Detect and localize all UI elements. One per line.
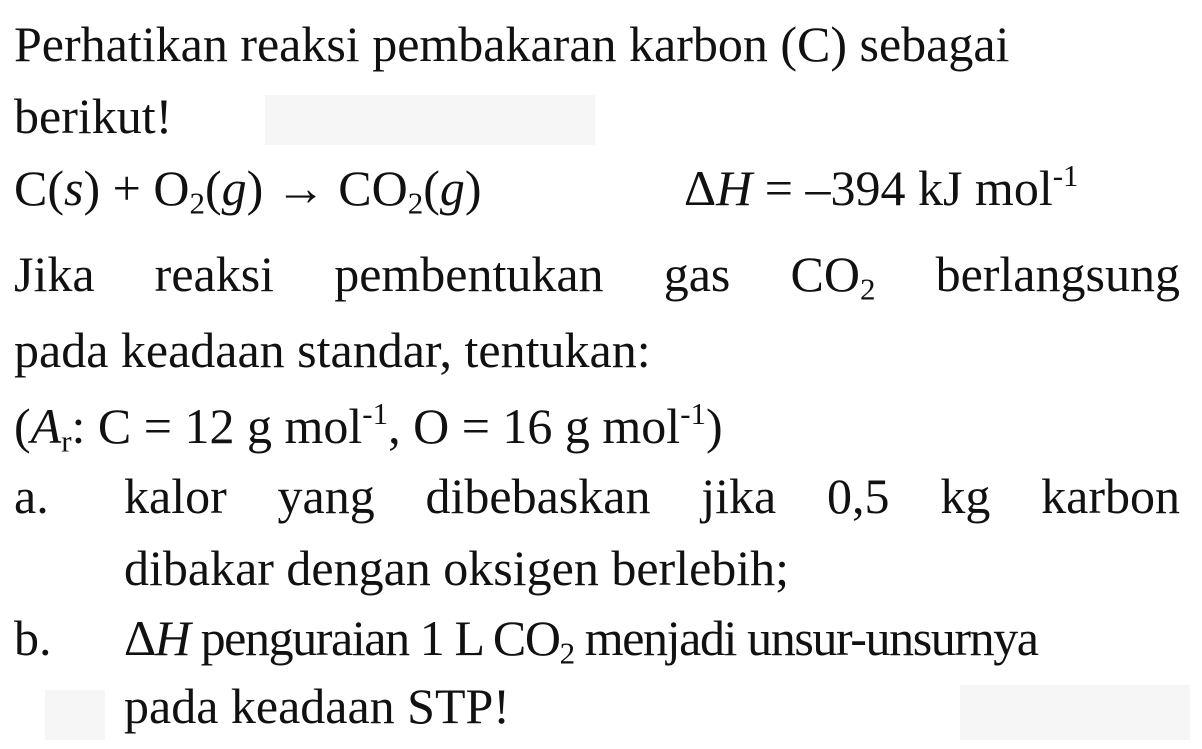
reaction-equation <box>14 158 482 221</box>
reaction-part: ) + O <box>83 160 190 216</box>
oxygen-mass: , O = 16 g mol <box>388 398 681 454</box>
item-a-line-1 <box>124 466 1180 526</box>
subscript: 2 <box>859 271 876 307</box>
atomic-mass-symbol: A <box>30 398 62 454</box>
carbon-mass: : C = 12 g mol <box>71 398 363 454</box>
intro-text-2: berikut! <box>14 88 173 144</box>
word: CO <box>790 246 860 302</box>
item-a-text: dibakar dengan oksigen berlebih; <box>124 540 790 596</box>
item-b-line-1 <box>124 608 1038 671</box>
subscript: 2 <box>559 635 574 671</box>
subscript: 2 <box>189 185 205 221</box>
enthalpy-symbol: H <box>716 160 753 216</box>
word: jika <box>701 468 777 524</box>
item-b-text-2: pada keadaan STP! <box>124 678 510 734</box>
word: kalor <box>124 468 227 524</box>
superscript: -1 <box>1052 157 1079 193</box>
delta-symbol: Δ <box>684 160 717 216</box>
state-symbol: g <box>221 160 247 216</box>
word: kg <box>940 468 991 524</box>
word: berlangsung <box>935 246 1180 302</box>
reaction-part: ( <box>204 160 222 216</box>
superscript: -1 <box>362 395 389 431</box>
item-a-line-2 <box>124 538 789 598</box>
item-b-line-2 <box>124 676 510 736</box>
intro-text-1: Perhatikan reaksi pembakaran karbon (C) sebagai <box>14 16 1010 72</box>
atomic-mass-line <box>14 395 723 459</box>
question-line-2 <box>14 320 651 380</box>
word: yang <box>277 468 375 524</box>
intro-line-2 <box>14 86 172 146</box>
item-b-text: menjadi unsur-unsurnya <box>573 610 1038 666</box>
question-line-1 <box>14 244 1180 307</box>
reaction-part: ) <box>464 160 482 216</box>
scan-smudge <box>265 95 595 145</box>
superscript: -1 <box>680 395 707 431</box>
reaction-part: ( <box>423 160 440 216</box>
subscript: 2 <box>407 185 424 221</box>
co2-formula <box>790 244 876 307</box>
scan-smudge <box>45 690 105 740</box>
paren: ) <box>706 398 723 454</box>
word: reaksi <box>154 246 275 302</box>
subscript: r <box>61 423 72 459</box>
enthalpy-symbol: H <box>154 610 190 666</box>
intro-line-1 <box>14 14 1180 74</box>
paren: ( <box>14 398 31 454</box>
item-a-marker: a. <box>14 468 49 524</box>
question-text: pada keadaan standar, tentukan: <box>14 322 651 378</box>
item-b-marker: b. <box>14 610 52 666</box>
delta-symbol: Δ <box>124 610 155 666</box>
word: 0,5 <box>827 468 890 524</box>
state-symbol: s <box>64 160 84 216</box>
word: karbon <box>1041 468 1180 524</box>
scan-smudge <box>960 685 1190 740</box>
reaction-arrow: ) → CO <box>246 160 408 216</box>
reaction-enthalpy <box>684 158 1079 218</box>
word: Jika <box>14 246 95 302</box>
word: gas <box>663 246 731 302</box>
reaction-part: C( <box>14 160 64 216</box>
enthalpy-value: = –394 kJ mol <box>752 160 1053 216</box>
word: dibebaskan <box>425 468 651 524</box>
word: pembentukan <box>334 246 604 302</box>
item-b-text: penguraian 1 L CO <box>189 610 560 666</box>
state-symbol: g <box>439 160 465 216</box>
